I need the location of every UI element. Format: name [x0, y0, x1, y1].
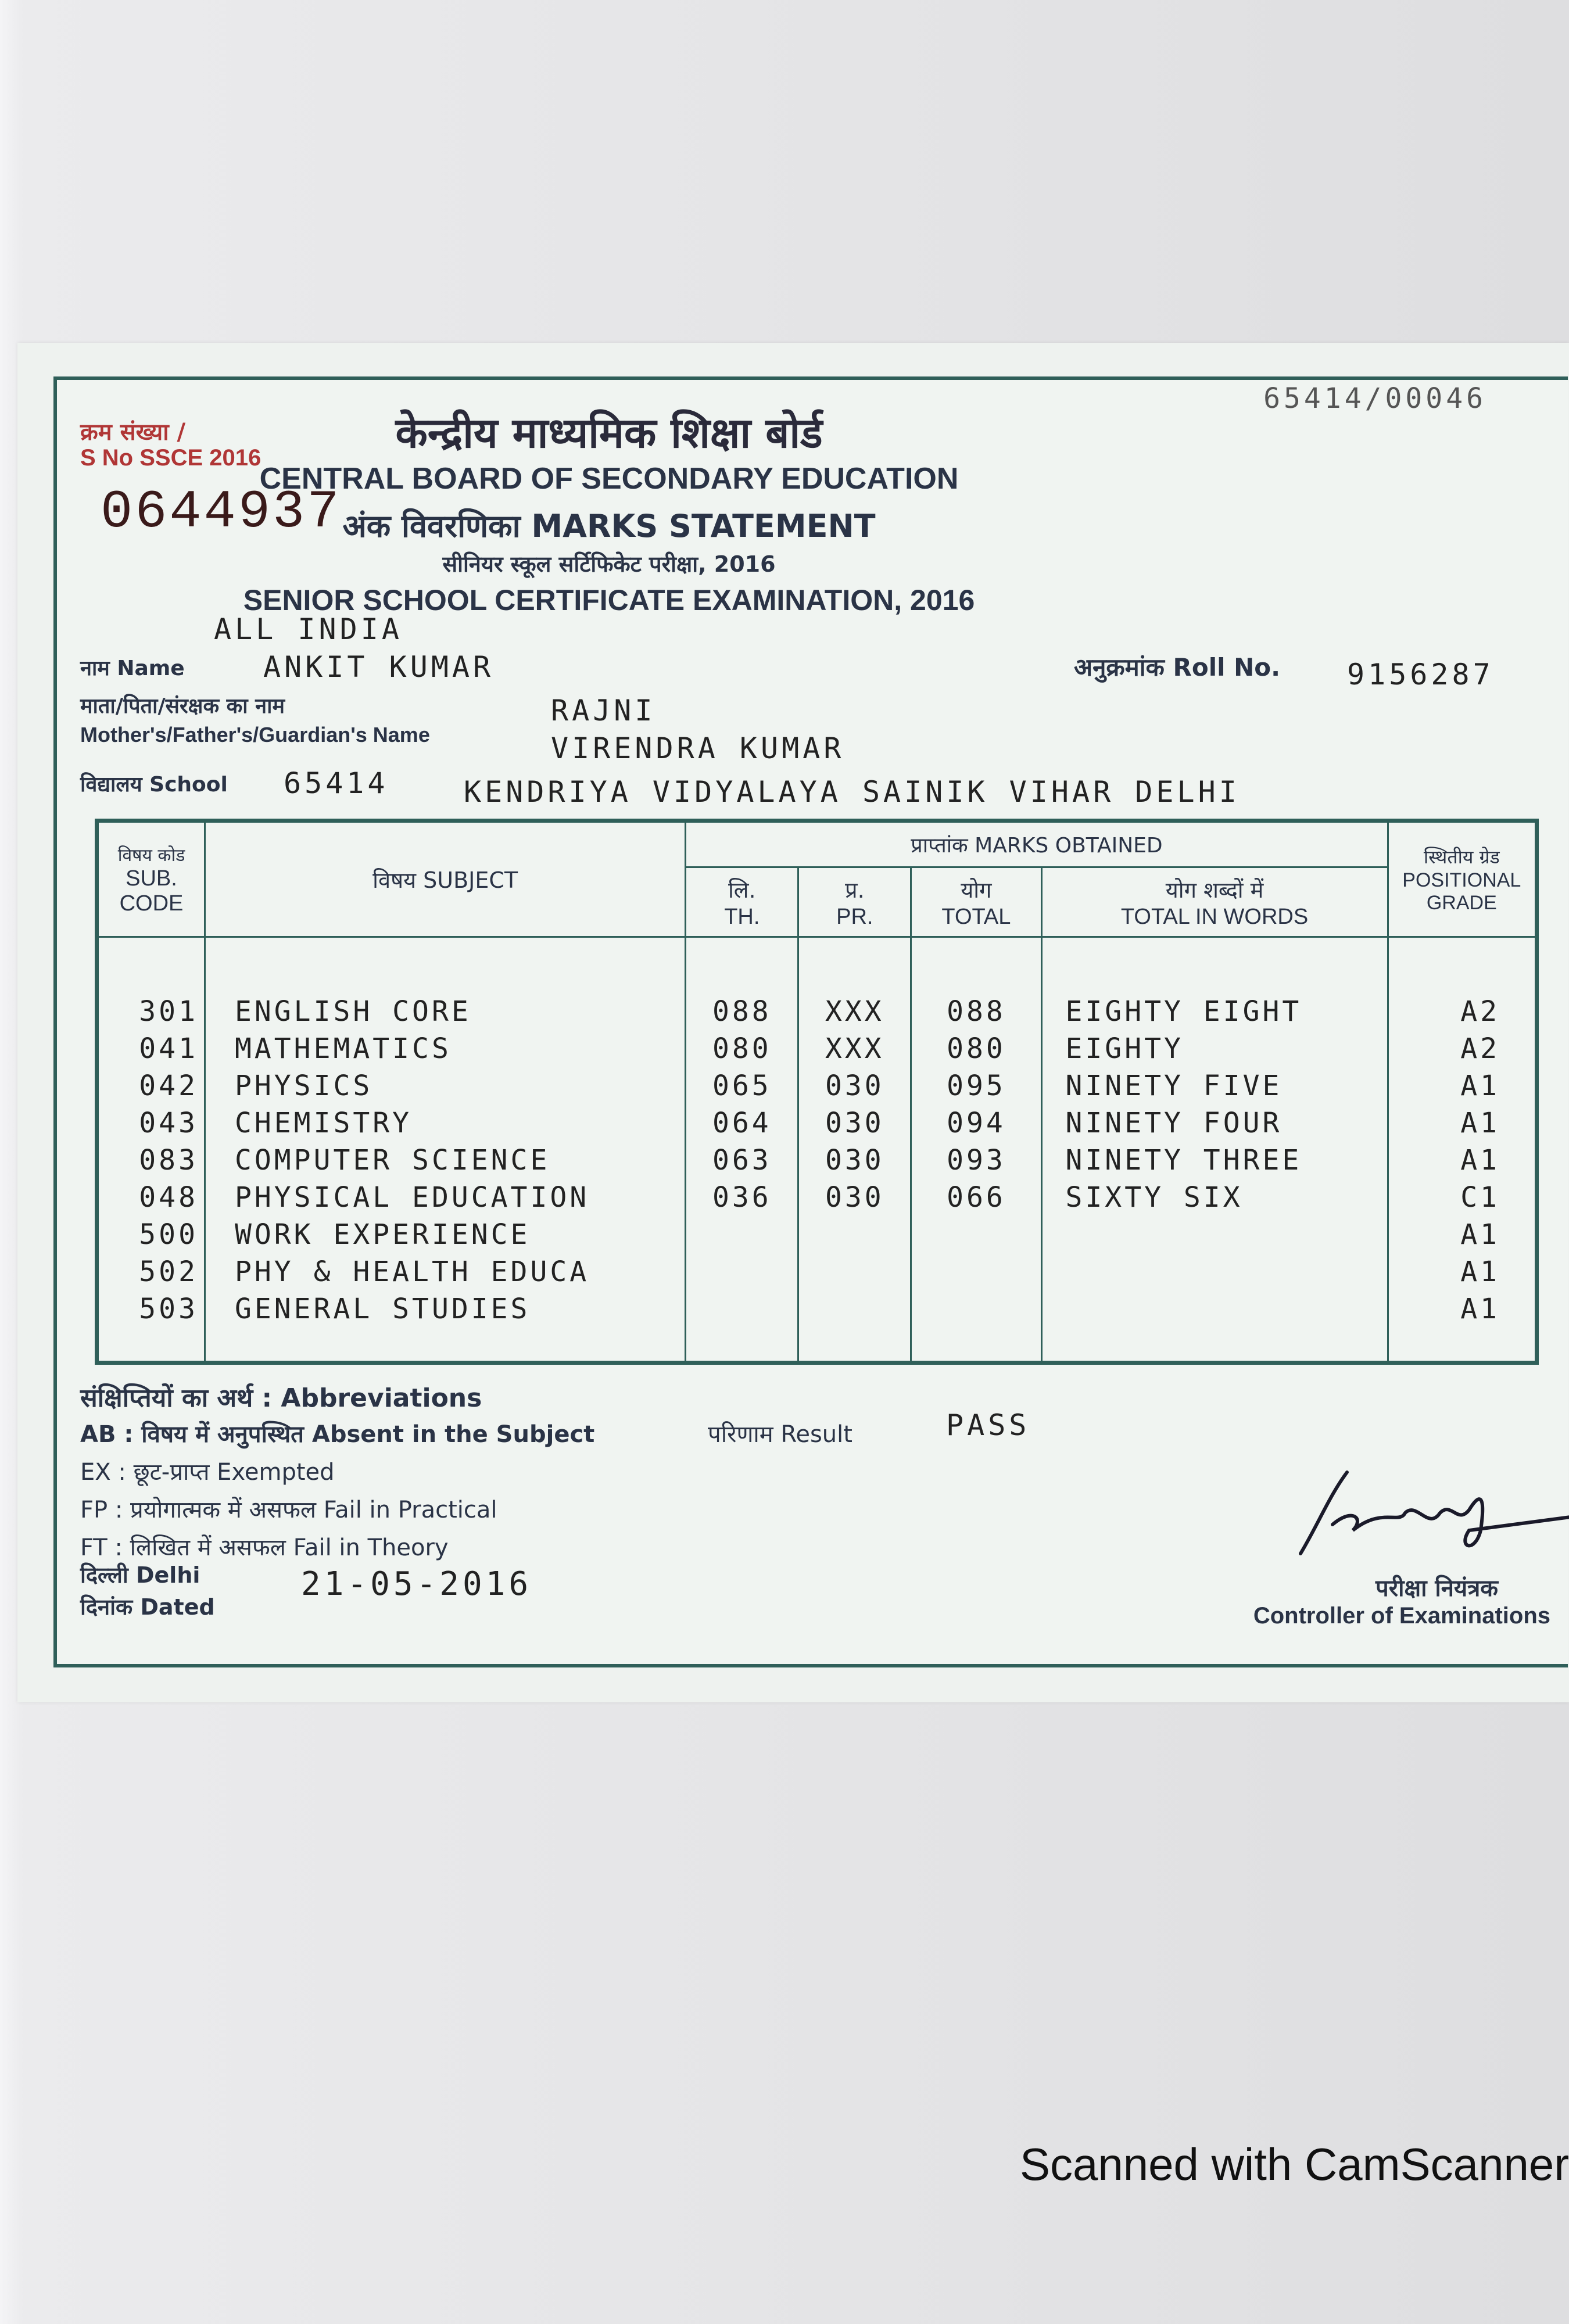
scope-label: ALL INDIA	[214, 612, 403, 646]
school-code: 65414	[284, 766, 389, 800]
result-value: PASS	[946, 1408, 1030, 1442]
subject-code: 301	[139, 995, 198, 1028]
total-marks: 095	[947, 1070, 1006, 1102]
marks-table	[95, 819, 1539, 1365]
mother-name: RAJNI	[551, 694, 656, 727]
positional-grade: A1	[1460, 1293, 1500, 1325]
practical-marks: XXX	[825, 995, 884, 1028]
positional-grade: A1	[1460, 1107, 1500, 1139]
subject-name: WORK EXPERIENCE	[234, 1218, 531, 1251]
practical-marks	[799, 1290, 910, 1328]
code-column	[97, 937, 205, 1363]
theory-marks: 063	[712, 1144, 772, 1177]
total-marks	[912, 1290, 1040, 1328]
total-in-words	[1066, 1290, 1387, 1328]
grade-header: स्थितीय ग्रेड POSITIONAL GRADE	[1388, 821, 1536, 937]
name-label: नाम Name	[80, 657, 185, 680]
theory-column	[686, 937, 798, 1363]
abbr-ft: FT : लिखित में असफल Fail in Theory	[80, 1534, 449, 1561]
subject-code: 048	[139, 1181, 198, 1214]
theory-marks: 036	[712, 1181, 772, 1214]
practical-marks: 030	[825, 1144, 884, 1177]
statement-title: अंक विवरणिका MARKS STATEMENT	[342, 508, 876, 544]
total-marks	[912, 1216, 1040, 1253]
school-name: KENDRIYA VIDYALAYA SAINIK VIHAR DELHI	[464, 775, 1240, 809]
theory-marks: 088	[712, 995, 772, 1028]
positional-grade: C1	[1460, 1181, 1500, 1214]
total-in-words	[1066, 1216, 1387, 1253]
grade-column	[1388, 937, 1536, 1363]
school-label: विद्यालय School	[80, 773, 228, 797]
candidate-name: ANKIT KUMAR	[263, 650, 495, 684]
total-in-words: NINETY THREE	[1065, 1144, 1302, 1177]
marks-statement	[53, 376, 1568, 1667]
total-in-words: NINETY FIVE	[1065, 1070, 1283, 1102]
theory-marks	[686, 1216, 797, 1253]
abbreviations-title: संक्षिप्तियों का अर्थ : Abbreviations	[80, 1383, 482, 1413]
subject-code: 500	[139, 1218, 198, 1251]
total-header: योग TOTAL	[911, 867, 1041, 937]
dated-label: दिनांक Dated	[80, 1594, 215, 1620]
total-marks: 088	[947, 995, 1006, 1028]
issue-date: 21-05-2016	[301, 1565, 532, 1603]
board-title: CENTRAL BOARD OF SECONDARY EDUCATION	[259, 462, 959, 496]
subject-code: 042	[139, 1070, 198, 1102]
practical-marks: 030	[825, 1070, 884, 1102]
practical-marks: 030	[825, 1107, 884, 1139]
total-marks	[912, 1253, 1040, 1290]
controller-title-hindi: परीक्षा नियंत्रक	[1375, 1575, 1498, 1602]
positional-grade: A1	[1460, 1218, 1500, 1251]
roll-number: 9156287	[1347, 658, 1494, 691]
subject-code: 043	[139, 1107, 198, 1139]
subject-name: CHEMISTRY	[234, 1107, 413, 1139]
theory-marks: 065	[712, 1070, 772, 1102]
exam-title-hindi: सीनियर स्कूल सर्टिफिकेट परीक्षा, 2016	[442, 551, 776, 577]
total-in-words: NINETY FOUR	[1065, 1107, 1283, 1139]
parent-label-hindi: माता/पिता/संरक्षक का नाम	[80, 694, 285, 718]
controller-signature	[1266, 1455, 1569, 1571]
theory-marks: 064	[712, 1107, 772, 1139]
sub-code-header: विषय कोड SUB. CODE	[97, 821, 205, 937]
subject-name: PHY & HEALTH EDUCA	[234, 1256, 590, 1288]
positional-grade: A1	[1460, 1070, 1500, 1102]
words-column	[1041, 937, 1388, 1363]
subject-code: 041	[139, 1032, 198, 1065]
serial-label-hindi: क्रम संख्या /	[80, 419, 186, 446]
marks-obtained-header: प्राप्तांक MARKS OBTAINED	[686, 821, 1388, 867]
subject-code: 503	[139, 1293, 198, 1325]
total-column	[911, 937, 1041, 1363]
subject-column	[205, 937, 685, 1363]
place-label: दिल्ली Delhi	[80, 1562, 200, 1588]
reference-number: 65414/00046	[1263, 382, 1486, 415]
result-label: परिणाम Result	[708, 1421, 852, 1448]
total-in-words: SIXTY SIX	[1065, 1181, 1243, 1214]
practical-marks: 030	[825, 1181, 884, 1214]
positional-grade: A2	[1460, 1032, 1500, 1065]
camscanner-watermark: Scanned with CamScanner	[1020, 2139, 1569, 2190]
document-page	[17, 343, 1569, 1702]
theory-marks: 080	[712, 1032, 772, 1065]
subject-code: 502	[139, 1256, 198, 1288]
th-header: लि. TH.	[686, 867, 798, 937]
subject-name: GENERAL STUDIES	[234, 1293, 531, 1325]
roll-label: अनुक्रमांक Roll No.	[1074, 653, 1281, 682]
subject-name: MATHEMATICS	[234, 1032, 452, 1065]
pr-header: प्र. PR.	[798, 867, 911, 937]
total-marks: 066	[947, 1181, 1006, 1214]
subject-name: PHYSICS	[234, 1070, 373, 1102]
theory-marks	[686, 1290, 797, 1328]
total-in-words: EIGHTY	[1065, 1032, 1184, 1065]
board-title-hindi: केन्द्रीय माध्यमिक शिक्षा बोर्ड	[395, 408, 823, 457]
theory-marks	[686, 1253, 797, 1290]
positional-grade: A1	[1460, 1256, 1500, 1288]
exam-title: SENIOR SCHOOL CERTIFICATE EXAMINATION, 2016	[243, 584, 975, 616]
total-marks: 093	[947, 1144, 1006, 1177]
total-in-words	[1066, 1253, 1387, 1290]
total-in-words: EIGHTY EIGHT	[1065, 995, 1302, 1028]
controller-title: Controller of Examinations	[1253, 1603, 1550, 1629]
practical-marks	[799, 1216, 910, 1253]
positional-grade: A1	[1460, 1144, 1500, 1177]
abbr-ex: EX : छूट-प्राप्त Exempted	[80, 1459, 335, 1486]
total-marks: 080	[947, 1032, 1006, 1065]
positional-grade: A2	[1460, 995, 1500, 1028]
abbr-fp: FP : प्रयोगात्मक में असफल Fail in Practical	[80, 1497, 497, 1523]
serial-number: 0644937	[101, 482, 342, 543]
father-name: VIRENDRA KUMAR	[551, 731, 845, 765]
subject-name: COMPUTER SCIENCE	[234, 1144, 550, 1177]
subject-code: 083	[139, 1144, 198, 1177]
parent-label: Mother's/Father's/Guardian's Name	[80, 723, 430, 747]
serial-label: S No SSCE 2016	[80, 445, 262, 471]
practical-marks	[799, 1253, 910, 1290]
subject-name: ENGLISH CORE	[234, 995, 471, 1028]
total-marks: 094	[947, 1107, 1006, 1139]
abbr-ab: AB : विषय में अनुपस्थित Absent in the Subject	[80, 1421, 595, 1448]
subject-header: विषय SUBJECT	[205, 821, 685, 937]
words-header: योग शब्दों में TOTAL IN WORDS	[1041, 867, 1388, 937]
practical-column	[798, 937, 911, 1363]
practical-marks: XXX	[825, 1032, 884, 1065]
subject-name: PHYSICAL EDUCATION	[234, 1181, 590, 1214]
